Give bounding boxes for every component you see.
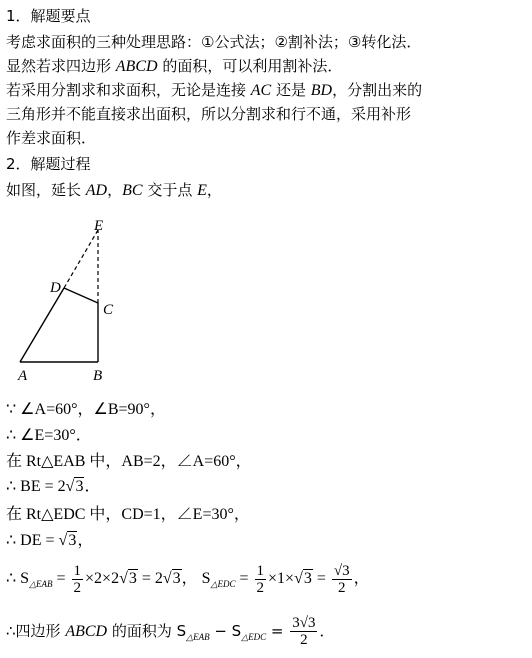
segment-ad <box>20 288 64 362</box>
fraction-root3-over-2: $\frac{√3}{2}$ <box>333 562 350 596</box>
subscript: △EDC <box>210 579 236 589</box>
label-a: A <box>18 368 28 384</box>
sqrt: √3 <box>294 570 312 587</box>
sqrt: √3 <box>65 478 84 495</box>
text: ， <box>107 181 123 199</box>
text: = <box>266 622 289 640</box>
text: ， <box>353 570 370 587</box>
text: 三角形并不能直接求出面积，所以分割求和行不通，采用补形 <box>6 105 412 123</box>
math-ad: AD <box>85 182 108 199</box>
text: ∵ ∠A=60°，∠B=90°， <box>6 401 166 418</box>
math-abcd: ABCD <box>65 623 108 640</box>
heading-key-points <box>6 6 91 26</box>
text: 作差求面积． <box>6 129 97 147</box>
text: = <box>52 570 70 587</box>
math-abcd: ABCD <box>115 58 158 75</box>
text: 若采用分割求和求面积，无论是连接 <box>6 81 251 99</box>
step-rt-eab <box>6 452 252 472</box>
math-e: E <box>197 182 207 199</box>
math-ac: AC <box>250 82 272 99</box>
line-three-approaches <box>6 32 421 52</box>
text: 在 Rt△EAB 中，AB=2，∠A=60°， <box>6 453 252 470</box>
text: 考虑求面积的三种处理思路：①公式法；②割补法；③转化法． <box>6 33 422 51</box>
step-areas <box>6 562 370 601</box>
fraction-result: $\frac{3√3}{2}$ <box>292 615 316 648</box>
text: ∴ DE = <box>6 532 59 549</box>
step-be <box>6 477 100 497</box>
line-triangles <box>6 104 411 124</box>
text: ∴ ∠E=30°． <box>6 427 92 444</box>
text: = 2 <box>137 570 163 587</box>
line-quadrilateral <box>6 56 342 77</box>
label-c: C <box>103 302 114 318</box>
text: 交于点 <box>142 181 198 199</box>
segment-dc <box>64 288 98 303</box>
math-bd: BD <box>310 82 333 99</box>
step-rt-edc <box>6 505 250 525</box>
radicand: 3 <box>68 532 77 549</box>
label-d: D <box>50 280 61 296</box>
heading-text: 1．解题要点 <box>6 7 91 25</box>
text: ×2×2 <box>85 570 120 587</box>
sqrt: √3 <box>58 532 77 549</box>
label-b: B <box>93 368 103 384</box>
subscript: △EDC <box>241 632 267 642</box>
step-final-area <box>6 614 335 654</box>
text: ，分割出来的 <box>332 81 423 99</box>
heading-solution-process <box>6 154 91 174</box>
sqrt: √3 <box>162 570 181 587</box>
line-difference <box>6 128 96 148</box>
text: ∴四边形 <box>6 622 66 640</box>
text: ×1× <box>268 570 295 587</box>
line-extend <box>6 180 222 201</box>
fraction-half: $\frac{1}{2}$ <box>73 562 82 596</box>
step-angles-given <box>6 400 166 420</box>
fraction-half: $\frac{1}{2}$ <box>256 562 265 596</box>
text: 的面积为 S <box>107 622 187 640</box>
math-bc: BC <box>122 182 143 199</box>
text: 显然若求四边形 <box>6 57 116 75</box>
text: ． <box>319 622 335 640</box>
text: ， <box>206 181 222 199</box>
text: ∴ S <box>6 570 30 587</box>
dashed-de <box>64 230 98 288</box>
geometry-figure <box>0 210 140 385</box>
step-angle-e <box>6 426 92 446</box>
subscript: △EAB <box>186 632 210 642</box>
text: ． <box>84 478 101 495</box>
text: 如图，延长 <box>6 181 86 199</box>
text: ， S <box>181 570 211 587</box>
heading-text: 2．解题过程 <box>6 155 91 173</box>
sqrt: √3 <box>119 570 137 587</box>
text: = <box>312 570 330 587</box>
label-e: E <box>94 218 104 234</box>
line-split-sum <box>6 80 422 101</box>
step-de <box>6 531 93 551</box>
subscript: △EAB <box>29 579 53 589</box>
radicand: 3 <box>75 478 84 495</box>
text: 的面积，可以利用割补法． <box>157 57 343 75</box>
text: ∴ BE = 2 <box>6 478 66 495</box>
text: 在 Rt△EDC 中，CD=1，∠E=30°， <box>6 506 250 523</box>
text: ， <box>77 532 94 549</box>
text: = <box>235 570 253 587</box>
text: − S <box>209 622 242 640</box>
text: 还是 <box>271 81 311 99</box>
